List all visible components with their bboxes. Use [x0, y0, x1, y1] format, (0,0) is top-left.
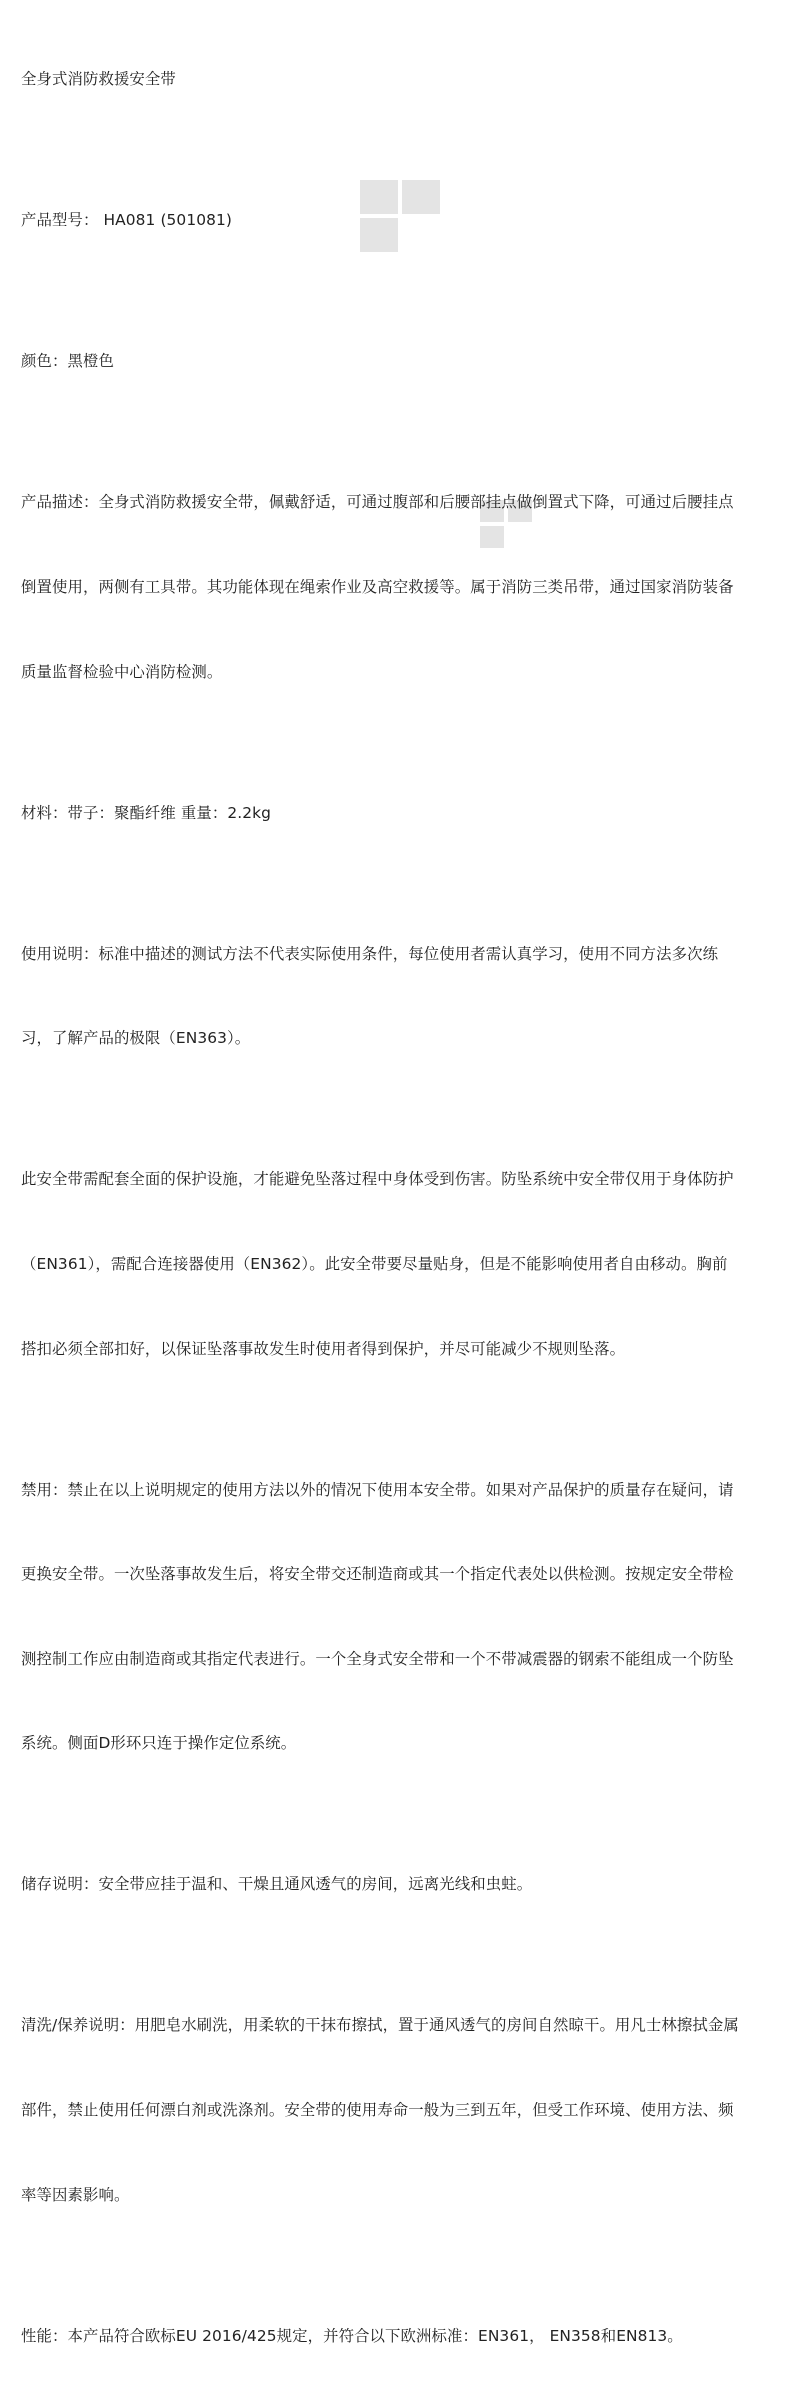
- usage-paragraph: [21, 883, 781, 1109]
- cleaning-paragraph: [21, 1955, 781, 2265]
- usage-line: 习，了解产品的极限（EN363）。: [21, 1029, 251, 1048]
- prohibited-line: 更换安全带。一次坠落事故发生后，将安全带交还制造商或其一个指定代表处以供检测。按规定安全带检: [21, 1565, 734, 1584]
- material-paragraph: [21, 742, 781, 883]
- product-document: [21, 9, 781, 2406]
- color-line: [21, 347, 781, 375]
- performance-line: 性能：本产品符合欧标EU 2016/425规定，并符合以下欧洲标准：EN361， EN358和EN813。: [21, 2326, 683, 2345]
- color-label: 颜色：: [21, 352, 68, 371]
- description-line: 质量监督检验中心消防检测。: [21, 662, 223, 681]
- prohibited-line: 测控制工作应由制造商或其指定代表进行。一个全身式安全带和一个不带减震器的钢索不能组成一个防坠: [21, 1649, 734, 1668]
- protection-line: （EN361），需配合连接器使用（EN362）。此安全带要尽量贴身，但是不能影响使用者自由移动。胸前: [21, 1254, 728, 1273]
- color-row: [21, 291, 781, 432]
- color-value: 黑橙色: [67, 352, 114, 371]
- prohibited-line: 系统。侧面D形环只连于操作定位系统。: [21, 1734, 297, 1753]
- prohibited-line: 禁用：禁止在以上说明规定的使用方法以外的情况下使用本安全带。如果对产品保护的质量存在疑问，请: [21, 1480, 734, 1499]
- cleaning-line: 部件，禁止使用任何漂白剂或洗涤剂。安全带的使用寿命一般为三到五年，但受工作环境、使用方法、频: [21, 2101, 734, 2120]
- cleaning-line: 率等因素影响。: [21, 2185, 130, 2204]
- usage-line: 使用说明：标准中描述的测试方法不代表实际使用条件，每位使用者需认真学习，使用不同方法多次练: [21, 944, 719, 963]
- protection-line: 此安全带需配套全面的保护设施，才能避免坠落过程中身体受到伤害。防坠系统中安全带仅用于身体防护: [21, 1170, 734, 1189]
- performance-paragraph: [21, 2265, 781, 2406]
- description-line: 产品描述：全身式消防救援安全带，佩戴舒适，可通过腹部和后腰部挂点做倒置式下降，可通过后腰挂点: [21, 493, 734, 512]
- protection-line: 搭扣必须全部扣好，以保证坠落事故发生时使用者得到保护，并尽可能减少不规则坠落。: [21, 1339, 626, 1358]
- protection-paragraph: [21, 1109, 781, 1419]
- title-line: 全身式消防救援安全带: [21, 70, 176, 89]
- model-value: HA081 (501081): [103, 211, 232, 230]
- description-paragraph: [21, 432, 781, 742]
- model-line: [21, 206, 781, 234]
- prohibited-paragraph: [21, 1419, 781, 1814]
- model-row: [21, 150, 781, 291]
- cleaning-line: 清洗/保养说明：用肥皂水刷洗，用柔软的干抹布擦拭，置于通风透气的房间自然晾干。用凡士林擦拭金属: [21, 2016, 739, 2035]
- material-line: 材料：带子：聚酯纤维 重量：2.2kg: [21, 803, 272, 822]
- model-label: 产品型号：: [21, 211, 99, 230]
- storage-line: 储存说明：安全带应挂于温和、干燥且通风透气的房间，远离光线和虫蛀。: [21, 1875, 533, 1894]
- storage-paragraph: [21, 1814, 781, 1955]
- description-line: 倒置使用，两侧有工具带。其功能体现在绳索作业及高空救援等。属于消防三类吊带，通过国家消防装备: [21, 578, 734, 597]
- product-title: [21, 9, 781, 150]
